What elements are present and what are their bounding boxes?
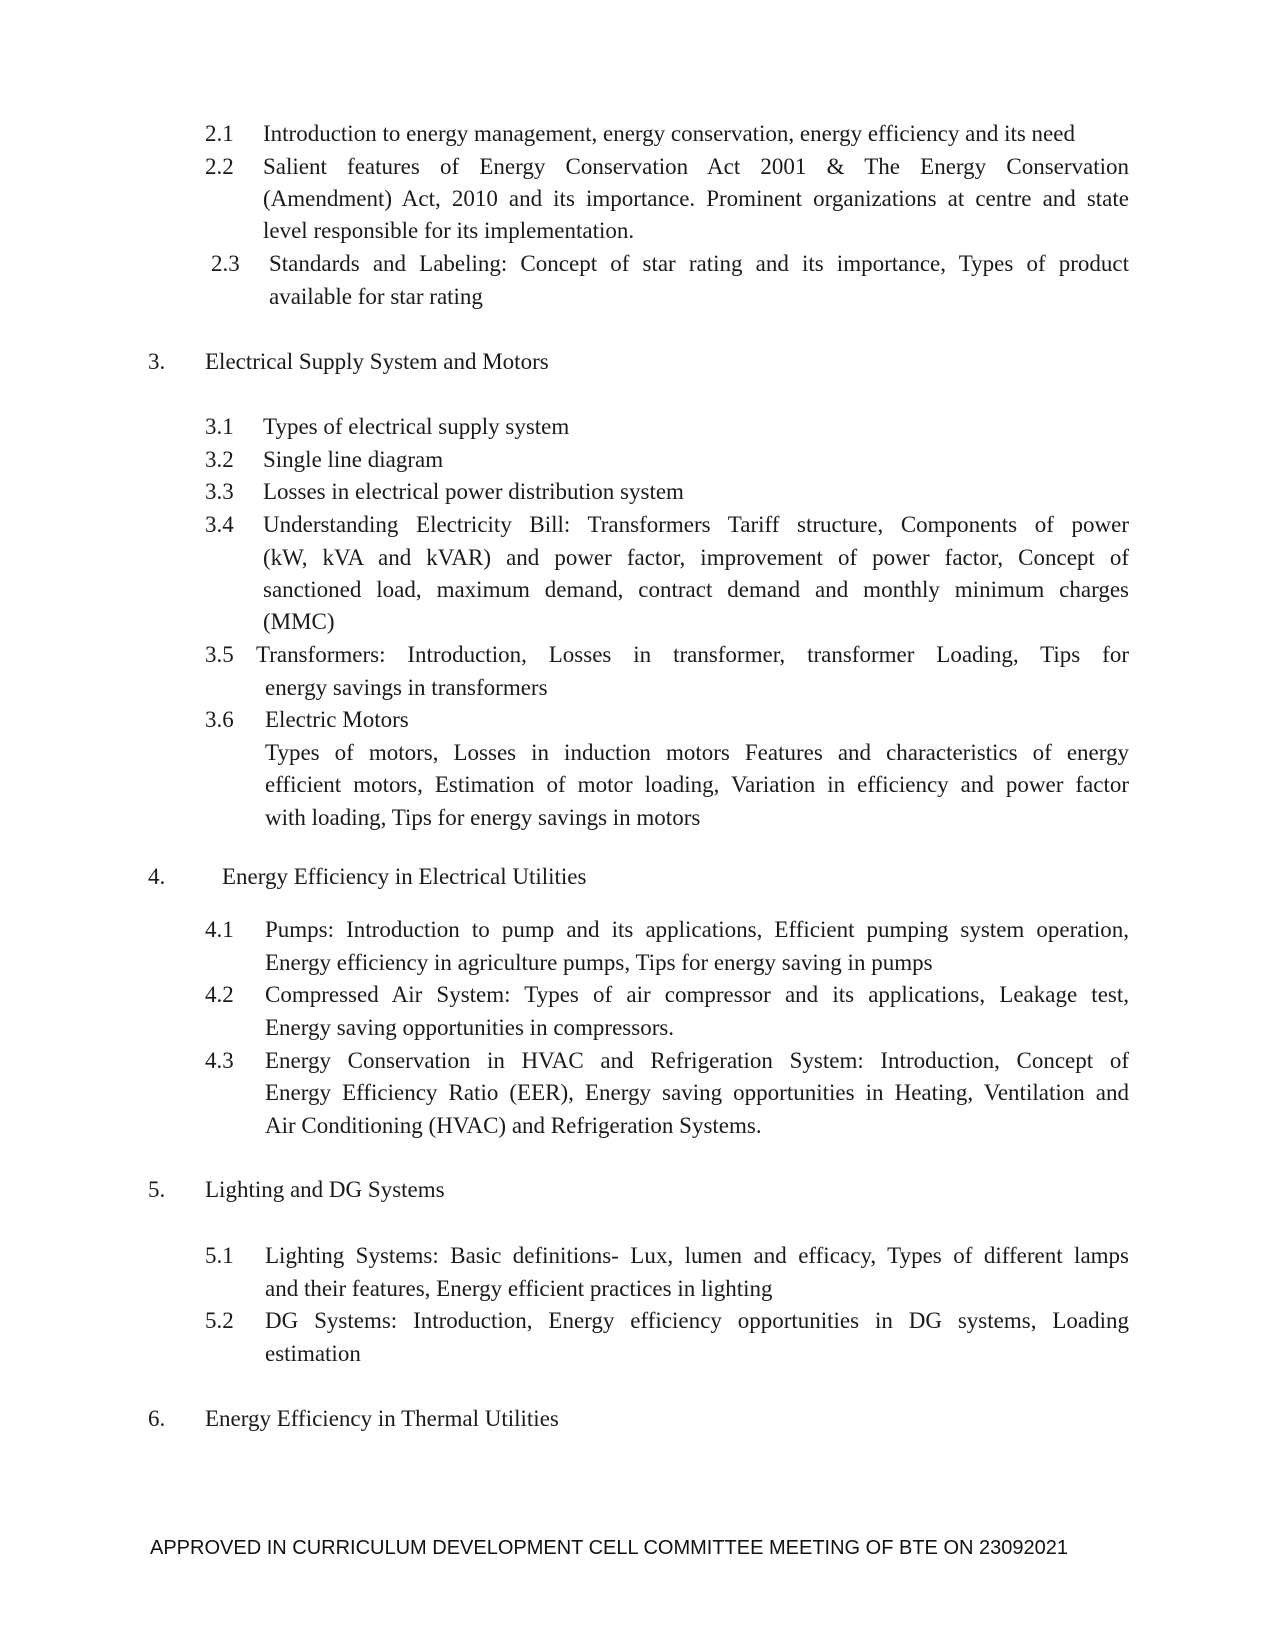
item-number: 3.3 xyxy=(205,479,234,504)
item-text: Introduction to energy management, energy conservation, energy efficiency and its need xyxy=(263,121,1075,146)
item-number: 3.5 xyxy=(205,642,234,667)
item-text: (Amendment) Act, 2010 and its importance. Prominent organizations at centre and state xyxy=(263,186,1129,211)
page-footer: APPROVED IN CURRICULUM DEVELOPMENT CELL COMMITTEE MEETING OF BTE ON 23092021 xyxy=(150,1537,1068,1559)
item-text: DG Systems: Introduction, Energy efficiency opportunities in DG systems, Loading xyxy=(265,1308,1129,1333)
item-text: and their features, Energy efficient practices in lighting xyxy=(265,1276,773,1301)
item-number: 3.6 xyxy=(205,707,234,732)
item-number: 4.2 xyxy=(205,982,234,1007)
item-text: Losses in electrical power distribution system xyxy=(263,479,684,504)
item-text: Energy efficiency in agriculture pumps, Tips for energy saving in pumps xyxy=(265,950,933,975)
item-text: Understanding Electricity Bill: Transformers Tariff structure, Components of power xyxy=(263,512,1129,537)
section-number: 6. xyxy=(148,1406,166,1431)
item-text: available for star rating xyxy=(269,284,483,309)
item-number: 2.3 xyxy=(211,251,240,276)
item-text: Single line diagram xyxy=(263,447,444,472)
section-title: Energy Efficiency in Thermal Utilities xyxy=(205,1406,559,1431)
item-number: 5.1 xyxy=(205,1243,234,1268)
item-number: 4.1 xyxy=(205,917,234,942)
item-text: Types of motors, Losses in induction motors Features and characteristics of energy xyxy=(265,740,1129,765)
item-number: 2.1 xyxy=(205,121,234,146)
item-text: sanctioned load, maximum demand, contract demand and monthly minimum charges xyxy=(263,577,1129,602)
item-text: efficient motors, Estimation of motor loading, Variation in efficiency and power factor xyxy=(265,772,1129,797)
item-text: level responsible for its implementation. xyxy=(263,218,635,243)
section-number: 5. xyxy=(148,1177,166,1202)
item-text: Pumps: Introduction to pump and its applications, Efficient pumping system operation, xyxy=(265,917,1129,942)
item-text: (kW, kVA and kVAR) and power factor, improvement of power factor, Concept of xyxy=(263,545,1129,570)
item-number: 3.4 xyxy=(205,512,234,537)
section-title: Electrical Supply System and Motors xyxy=(205,349,549,374)
item-text: (MMC) xyxy=(263,609,335,634)
item-number: 5.2 xyxy=(205,1308,234,1333)
item-text: estimation xyxy=(265,1341,361,1366)
item-text: Types of electrical supply system xyxy=(263,414,570,439)
item-text: Salient features of Energy Conservation Act 2001 & The Energy Conservation xyxy=(263,154,1129,179)
section-number: 3. xyxy=(148,349,166,374)
item-number: 3.2 xyxy=(205,447,234,472)
section-title: Energy Efficiency in Electrical Utilities xyxy=(222,864,587,889)
section-number: 4. xyxy=(148,864,166,889)
section-title: Lighting and DG Systems xyxy=(205,1177,445,1202)
item-number: 3.1 xyxy=(205,414,234,439)
item-text: Energy Efficiency Ratio (EER), Energy saving opportunities in Heating, Ventilation and xyxy=(265,1080,1129,1105)
item-text: energy savings in transformers xyxy=(265,675,548,700)
item-text: Lighting Systems: Basic definitions- Lux, lumen and efficacy, Types of different lamps xyxy=(265,1243,1129,1268)
item-text: Electric Motors xyxy=(265,707,409,732)
item-text: Energy Conservation in HVAC and Refrigeration System: Introduction, Concept of xyxy=(265,1048,1129,1073)
item-text: Energy saving opportunities in compressors. xyxy=(265,1015,675,1040)
item-number: 2.2 xyxy=(205,154,234,179)
item-text: Transformers: Introduction, Losses in transformer, transformer Loading, Tips for xyxy=(256,642,1129,667)
item-text: Standards and Labeling: Concept of star rating and its importance, Types of product xyxy=(269,251,1129,276)
item-number: 4.3 xyxy=(205,1048,234,1073)
item-text: Air Conditioning (HVAC) and Refrigeration Systems. xyxy=(265,1113,762,1138)
item-text: Compressed Air System: Types of air compressor and its applications, Leakage test, xyxy=(265,982,1129,1007)
item-text: with loading, Tips for energy savings in motors xyxy=(265,805,701,830)
